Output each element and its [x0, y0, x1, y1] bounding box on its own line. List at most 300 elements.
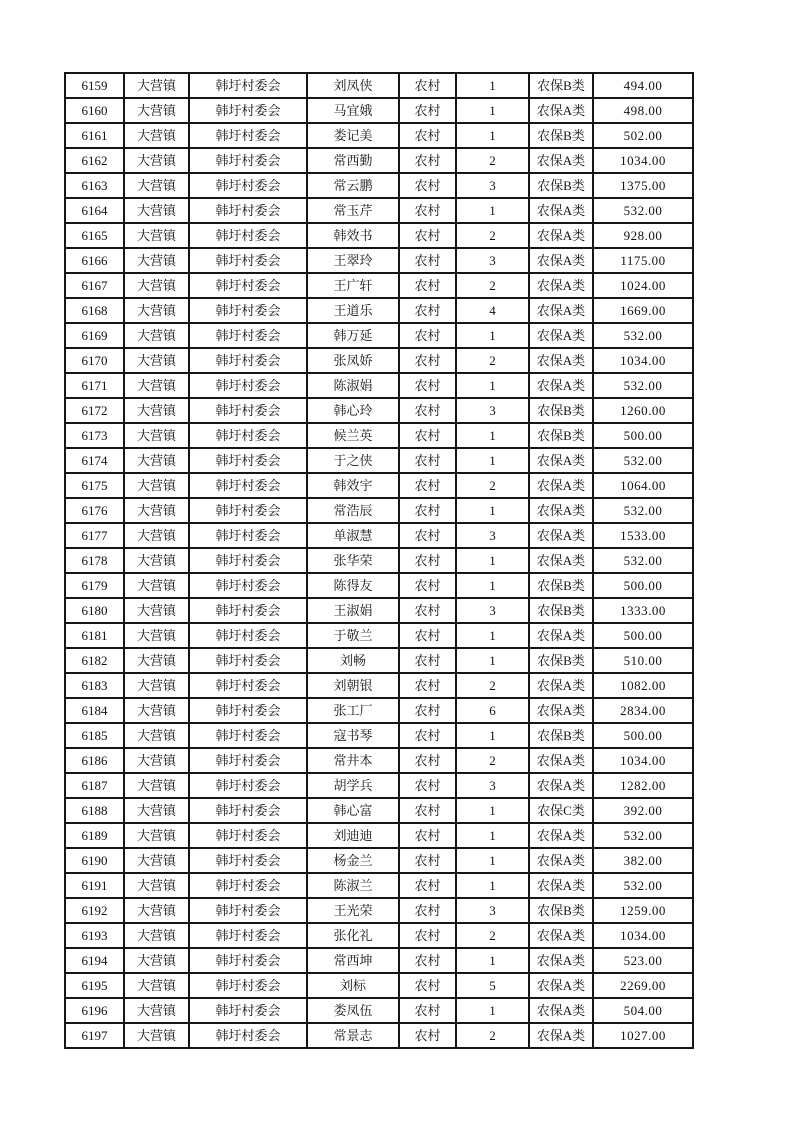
cell-amount: 532.00: [593, 198, 693, 223]
cell-insurance_class: 农保A类: [529, 198, 593, 223]
cell-amount: 2834.00: [593, 698, 693, 723]
cell-town: 大营镇: [124, 973, 189, 998]
cell-town: 大营镇: [124, 723, 189, 748]
cell-village: 韩圩村委会: [189, 498, 307, 523]
cell-insurance_class: 农保A类: [529, 523, 593, 548]
cell-count: 1: [456, 848, 529, 873]
cell-town: 大营镇: [124, 998, 189, 1023]
cell-amount: 523.00: [593, 948, 693, 973]
cell-count: 3: [456, 173, 529, 198]
cell-insurance_class: 农保A类: [529, 698, 593, 723]
cell-serial: 6178: [65, 548, 124, 573]
cell-residence: 农村: [399, 848, 456, 873]
cell-residence: 农村: [399, 998, 456, 1023]
cell-insurance_class: 农保A类: [529, 348, 593, 373]
cell-village: 韩圩村委会: [189, 698, 307, 723]
cell-name: 刘畅: [307, 648, 399, 673]
cell-town: 大营镇: [124, 523, 189, 548]
cell-insurance_class: 农保A类: [529, 498, 593, 523]
cell-name: 于敬兰: [307, 623, 399, 648]
cell-name: 单淑慧: [307, 523, 399, 548]
table-row: [65, 73, 693, 98]
cell-residence: 农村: [399, 323, 456, 348]
cell-name: 张华荣: [307, 548, 399, 573]
cell-name: 王广轩: [307, 273, 399, 298]
cell-amount: 500.00: [593, 623, 693, 648]
cell-name: 陈淑娟: [307, 373, 399, 398]
cell-residence: 农村: [399, 748, 456, 773]
cell-name: 张化礼: [307, 923, 399, 948]
cell-town: 大营镇: [124, 498, 189, 523]
cell-name: 韩心玲: [307, 398, 399, 423]
cell-village: 韩圩村委会: [189, 623, 307, 648]
cell-amount: 500.00: [593, 723, 693, 748]
cell-insurance_class: 农保A类: [529, 273, 593, 298]
cell-insurance_class: 农保A类: [529, 623, 593, 648]
cell-amount: 2269.00: [593, 973, 693, 998]
cell-residence: 农村: [399, 723, 456, 748]
cell-amount: 1533.00: [593, 523, 693, 548]
cell-village: 韩圩村委会: [189, 573, 307, 598]
cell-village: 韩圩村委会: [189, 523, 307, 548]
cell-count: 5: [456, 973, 529, 998]
cell-residence: 农村: [399, 248, 456, 273]
cell-serial: 6187: [65, 773, 124, 798]
table-row: [65, 623, 693, 648]
cell-residence: 农村: [399, 698, 456, 723]
table-row: [65, 323, 693, 348]
cell-town: 大营镇: [124, 448, 189, 473]
cell-town: 大营镇: [124, 223, 189, 248]
cell-residence: 农村: [399, 948, 456, 973]
cell-amount: 928.00: [593, 223, 693, 248]
cell-name: 王道乐: [307, 298, 399, 323]
cell-serial: 6179: [65, 573, 124, 598]
cell-residence: 农村: [399, 123, 456, 148]
cell-serial: 6181: [65, 623, 124, 648]
cell-count: 3: [456, 898, 529, 923]
cell-serial: 6177: [65, 523, 124, 548]
cell-serial: 6159: [65, 73, 124, 98]
cell-town: 大营镇: [124, 798, 189, 823]
cell-town: 大营镇: [124, 848, 189, 873]
cell-residence: 农村: [399, 498, 456, 523]
cell-name: 常景志: [307, 1023, 399, 1048]
cell-name: 王光荣: [307, 898, 399, 923]
table-row: [65, 123, 693, 148]
cell-residence: 农村: [399, 298, 456, 323]
cell-name: 刘迪迪: [307, 823, 399, 848]
cell-amount: 1082.00: [593, 673, 693, 698]
cell-count: 1: [456, 623, 529, 648]
cell-name: 张凤娇: [307, 348, 399, 373]
cell-insurance_class: 农保B类: [529, 173, 593, 198]
cell-residence: 农村: [399, 373, 456, 398]
cell-serial: 6174: [65, 448, 124, 473]
cell-insurance_class: 农保A类: [529, 448, 593, 473]
cell-village: 韩圩村委会: [189, 148, 307, 173]
table-row: [65, 223, 693, 248]
cell-amount: 1260.00: [593, 398, 693, 423]
cell-amount: 500.00: [593, 573, 693, 598]
cell-village: 韩圩村委会: [189, 898, 307, 923]
cell-serial: 6185: [65, 723, 124, 748]
cell-village: 韩圩村委会: [189, 323, 307, 348]
cell-name: 韩效宇: [307, 473, 399, 498]
cell-name: 常西勤: [307, 148, 399, 173]
cell-count: 1: [456, 998, 529, 1023]
cell-residence: 农村: [399, 923, 456, 948]
cell-village: 韩圩村委会: [189, 223, 307, 248]
cell-insurance_class: 农保A类: [529, 923, 593, 948]
cell-serial: 6184: [65, 698, 124, 723]
cell-town: 大营镇: [124, 548, 189, 573]
cell-insurance_class: 农保A类: [529, 248, 593, 273]
cell-serial: 6164: [65, 198, 124, 223]
cell-amount: 500.00: [593, 423, 693, 448]
cell-count: 1: [456, 198, 529, 223]
cell-village: 韩圩村委会: [189, 123, 307, 148]
cell-amount: 510.00: [593, 648, 693, 673]
cell-residence: 农村: [399, 773, 456, 798]
cell-insurance_class: 农保A类: [529, 873, 593, 898]
cell-residence: 农村: [399, 823, 456, 848]
cell-serial: 6161: [65, 123, 124, 148]
cell-town: 大营镇: [124, 248, 189, 273]
cell-village: 韩圩村委会: [189, 823, 307, 848]
cell-serial: 6170: [65, 348, 124, 373]
cell-insurance_class: 农保A类: [529, 223, 593, 248]
cell-count: 1: [456, 798, 529, 823]
cell-name: 常云鹏: [307, 173, 399, 198]
cell-town: 大营镇: [124, 748, 189, 773]
cell-amount: 532.00: [593, 448, 693, 473]
cell-village: 韩圩村委会: [189, 398, 307, 423]
cell-village: 韩圩村委会: [189, 1023, 307, 1048]
cell-residence: 农村: [399, 448, 456, 473]
cell-count: 6: [456, 698, 529, 723]
table-row: [65, 573, 693, 598]
table-row: [65, 148, 693, 173]
cell-serial: 6176: [65, 498, 124, 523]
cell-name: 韩心富: [307, 798, 399, 823]
cell-amount: 1034.00: [593, 923, 693, 948]
cell-insurance_class: 农保B类: [529, 598, 593, 623]
cell-village: 韩圩村委会: [189, 373, 307, 398]
cell-amount: 392.00: [593, 798, 693, 823]
cell-residence: 农村: [399, 173, 456, 198]
cell-village: 韩圩村委会: [189, 748, 307, 773]
cell-count: 2: [456, 223, 529, 248]
cell-village: 韩圩村委会: [189, 998, 307, 1023]
cell-serial: 6195: [65, 973, 124, 998]
cell-count: 1: [456, 823, 529, 848]
cell-name: 刘凤侠: [307, 73, 399, 98]
cell-insurance_class: 农保C类: [529, 798, 593, 823]
table-row: [65, 173, 693, 198]
cell-count: 3: [456, 598, 529, 623]
cell-village: 韩圩村委会: [189, 298, 307, 323]
cell-serial: 6183: [65, 673, 124, 698]
cell-residence: 农村: [399, 523, 456, 548]
cell-village: 韩圩村委会: [189, 948, 307, 973]
cell-serial: 6173: [65, 423, 124, 448]
cell-village: 韩圩村委会: [189, 873, 307, 898]
cell-serial: 6172: [65, 398, 124, 423]
cell-name: 陈淑兰: [307, 873, 399, 898]
table-row: [65, 798, 693, 823]
table-row: [65, 673, 693, 698]
cell-count: 1: [456, 423, 529, 448]
cell-insurance_class: 农保A类: [529, 973, 593, 998]
cell-count: 2: [456, 473, 529, 498]
cell-town: 大营镇: [124, 773, 189, 798]
cell-town: 大营镇: [124, 673, 189, 698]
cell-insurance_class: 农保B类: [529, 648, 593, 673]
cell-residence: 农村: [399, 548, 456, 573]
cell-town: 大营镇: [124, 373, 189, 398]
cell-name: 寇书琴: [307, 723, 399, 748]
cell-village: 韩圩村委会: [189, 798, 307, 823]
cell-town: 大营镇: [124, 873, 189, 898]
table-row: [65, 423, 693, 448]
cell-serial: 6171: [65, 373, 124, 398]
cell-serial: 6180: [65, 598, 124, 623]
cell-name: 陈得友: [307, 573, 399, 598]
cell-town: 大营镇: [124, 148, 189, 173]
cell-town: 大营镇: [124, 298, 189, 323]
cell-name: 刘标: [307, 973, 399, 998]
table-row: [65, 873, 693, 898]
cell-insurance_class: 农保A类: [529, 1023, 593, 1048]
cell-residence: 农村: [399, 573, 456, 598]
cell-insurance_class: 农保A类: [529, 373, 593, 398]
cell-count: 2: [456, 348, 529, 373]
cell-town: 大营镇: [124, 898, 189, 923]
cell-serial: 6188: [65, 798, 124, 823]
cell-insurance_class: 农保B类: [529, 898, 593, 923]
cell-amount: 382.00: [593, 848, 693, 873]
cell-name: 韩效书: [307, 223, 399, 248]
cell-count: 3: [456, 523, 529, 548]
cell-village: 韩圩村委会: [189, 273, 307, 298]
cell-town: 大营镇: [124, 598, 189, 623]
cell-village: 韩圩村委会: [189, 248, 307, 273]
cell-insurance_class: 农保A类: [529, 98, 593, 123]
table-row: [65, 598, 693, 623]
cell-serial: 6166: [65, 248, 124, 273]
cell-serial: 6189: [65, 823, 124, 848]
cell-town: 大营镇: [124, 123, 189, 148]
cell-residence: 农村: [399, 423, 456, 448]
cell-insurance_class: 农保A类: [529, 948, 593, 973]
cell-amount: 1064.00: [593, 473, 693, 498]
cell-amount: 532.00: [593, 373, 693, 398]
cell-town: 大营镇: [124, 948, 189, 973]
cell-residence: 农村: [399, 648, 456, 673]
cell-insurance_class: 农保A类: [529, 673, 593, 698]
cell-serial: 6192: [65, 898, 124, 923]
table-row: [65, 1023, 693, 1048]
cell-village: 韩圩村委会: [189, 848, 307, 873]
table-row: [65, 273, 693, 298]
cell-town: 大营镇: [124, 323, 189, 348]
cell-village: 韩圩村委会: [189, 648, 307, 673]
cell-amount: 532.00: [593, 823, 693, 848]
cell-town: 大营镇: [124, 473, 189, 498]
cell-village: 韩圩村委会: [189, 173, 307, 198]
cell-count: 2: [456, 923, 529, 948]
cell-village: 韩圩村委会: [189, 973, 307, 998]
cell-town: 大营镇: [124, 173, 189, 198]
table-row: [65, 848, 693, 873]
cell-town: 大营镇: [124, 1023, 189, 1048]
cell-name: 常西坤: [307, 948, 399, 973]
cell-residence: 农村: [399, 473, 456, 498]
cell-amount: 1034.00: [593, 148, 693, 173]
cell-residence: 农村: [399, 873, 456, 898]
cell-residence: 农村: [399, 73, 456, 98]
cell-count: 1: [456, 498, 529, 523]
cell-name: 王翠玲: [307, 248, 399, 273]
cell-amount: 1175.00: [593, 248, 693, 273]
cell-amount: 1333.00: [593, 598, 693, 623]
cell-amount: 498.00: [593, 98, 693, 123]
cell-residence: 农村: [399, 273, 456, 298]
cell-serial: 6196: [65, 998, 124, 1023]
cell-serial: 6193: [65, 923, 124, 948]
cell-count: 1: [456, 448, 529, 473]
cell-residence: 农村: [399, 398, 456, 423]
table-row: [65, 473, 693, 498]
table-row: [65, 548, 693, 573]
cell-village: 韩圩村委会: [189, 448, 307, 473]
cell-town: 大营镇: [124, 698, 189, 723]
cell-count: 1: [456, 548, 529, 573]
table-row: [65, 723, 693, 748]
cell-amount: 1259.00: [593, 898, 693, 923]
cell-insurance_class: 农保A类: [529, 548, 593, 573]
cell-town: 大营镇: [124, 423, 189, 448]
cell-town: 大营镇: [124, 273, 189, 298]
table-row: [65, 523, 693, 548]
cell-amount: 1375.00: [593, 173, 693, 198]
cell-serial: 6160: [65, 98, 124, 123]
cell-insurance_class: 农保A类: [529, 823, 593, 848]
cell-village: 韩圩村委会: [189, 473, 307, 498]
cell-serial: 6175: [65, 473, 124, 498]
cell-town: 大营镇: [124, 398, 189, 423]
cell-count: 3: [456, 773, 529, 798]
cell-serial: 6190: [65, 848, 124, 873]
cell-name: 张工厂: [307, 698, 399, 723]
cell-name: 娄凤伍: [307, 998, 399, 1023]
cell-amount: 1669.00: [593, 298, 693, 323]
cell-insurance_class: 农保B类: [529, 73, 593, 98]
cell-amount: 1034.00: [593, 748, 693, 773]
cell-count: 3: [456, 398, 529, 423]
cell-name: 常玉芹: [307, 198, 399, 223]
cell-count: 1: [456, 648, 529, 673]
cell-name: 胡学兵: [307, 773, 399, 798]
cell-town: 大营镇: [124, 823, 189, 848]
cell-count: 1: [456, 873, 529, 898]
cell-name: 常井本: [307, 748, 399, 773]
cell-name: 于之侠: [307, 448, 399, 473]
cell-serial: 6191: [65, 873, 124, 898]
cell-name: 杨金兰: [307, 848, 399, 873]
cell-serial: 6194: [65, 948, 124, 973]
cell-town: 大营镇: [124, 73, 189, 98]
cell-village: 韩圩村委会: [189, 198, 307, 223]
cell-residence: 农村: [399, 198, 456, 223]
table-row: [65, 348, 693, 373]
cell-name: 常浩辰: [307, 498, 399, 523]
cell-residence: 农村: [399, 148, 456, 173]
cell-amount: 532.00: [593, 548, 693, 573]
table-row: [65, 398, 693, 423]
cell-residence: 农村: [399, 1023, 456, 1048]
table-row: [65, 773, 693, 798]
cell-town: 大营镇: [124, 623, 189, 648]
cell-insurance_class: 农保A类: [529, 148, 593, 173]
cell-insurance_class: 农保A类: [529, 848, 593, 873]
cell-town: 大营镇: [124, 923, 189, 948]
cell-amount: 494.00: [593, 73, 693, 98]
table-row: [65, 448, 693, 473]
cell-village: 韩圩村委会: [189, 673, 307, 698]
cell-residence: 农村: [399, 223, 456, 248]
cell-insurance_class: 农保A类: [529, 323, 593, 348]
cell-amount: 1024.00: [593, 273, 693, 298]
cell-village: 韩圩村委会: [189, 98, 307, 123]
cell-village: 韩圩村委会: [189, 598, 307, 623]
table-row: [65, 98, 693, 123]
cell-amount: 1027.00: [593, 1023, 693, 1048]
cell-count: 1: [456, 123, 529, 148]
table-row: [65, 823, 693, 848]
cell-serial: 6197: [65, 1023, 124, 1048]
cell-village: 韩圩村委会: [189, 923, 307, 948]
cell-village: 韩圩村委会: [189, 548, 307, 573]
cell-insurance_class: 农保B类: [529, 423, 593, 448]
cell-count: 1: [456, 573, 529, 598]
cell-serial: 6186: [65, 748, 124, 773]
cell-town: 大营镇: [124, 98, 189, 123]
cell-village: 韩圩村委会: [189, 773, 307, 798]
table-row: [65, 198, 693, 223]
cell-amount: 532.00: [593, 498, 693, 523]
cell-residence: 农村: [399, 673, 456, 698]
cell-serial: 6162: [65, 148, 124, 173]
table-row: [65, 748, 693, 773]
cell-residence: 农村: [399, 98, 456, 123]
cell-name: 马宜娥: [307, 98, 399, 123]
cell-residence: 农村: [399, 348, 456, 373]
cell-count: 1: [456, 723, 529, 748]
table-row: [65, 973, 693, 998]
cell-serial: 6168: [65, 298, 124, 323]
cell-residence: 农村: [399, 973, 456, 998]
cell-town: 大营镇: [124, 573, 189, 598]
cell-count: 2: [456, 673, 529, 698]
cell-residence: 农村: [399, 898, 456, 923]
cell-serial: 6169: [65, 323, 124, 348]
cell-serial: 6163: [65, 173, 124, 198]
cell-amount: 532.00: [593, 323, 693, 348]
roster-table-body: [65, 73, 693, 1048]
cell-name: 娄记美: [307, 123, 399, 148]
